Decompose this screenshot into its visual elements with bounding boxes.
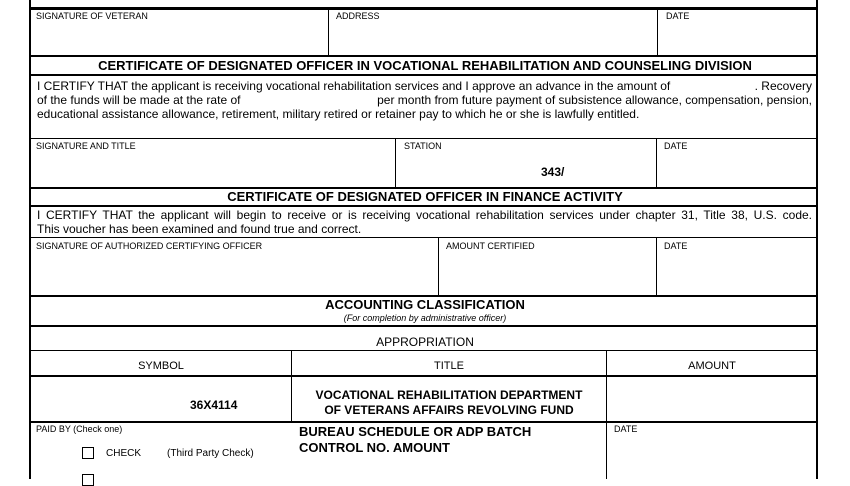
amount-field[interactable] <box>608 378 816 421</box>
vocational-line1-b: . Recovery <box>754 79 812 93</box>
appropriation-label: APPROPRIATION <box>376 335 474 349</box>
divider <box>395 138 396 187</box>
vocational-line3: educational assistance allowance, retirement, military retired or retainer pay to which he or she is lawfully entitled. <box>37 107 640 121</box>
vocational-line1-a: I CERTIFY THAT the applicant is receiving vocational rehabilitation services and I approve an advance in the amount of <box>37 79 671 93</box>
top-rule <box>29 7 818 10</box>
accounting-subheading: (For completion by administrative officer) <box>343 313 507 323</box>
finance-certificate-heading: CERTIFICATE OF DESIGNATED OFFICER IN FINANCE ACTIVITY <box>227 189 623 204</box>
amount-certified-field[interactable] <box>440 252 655 295</box>
second-option-checkbox[interactable] <box>82 474 94 486</box>
rule <box>29 375 818 377</box>
bureau-schedule-label-line2: CONTROL NO. AMOUNT <box>299 440 450 455</box>
rule <box>29 237 818 238</box>
title-column-header: TITLE <box>434 360 464 372</box>
bureau-schedule-field[interactable] <box>292 456 605 479</box>
divider <box>657 8 658 56</box>
bureau-schedule-label-line1: BUREAU SCHEDULE OR ADP BATCH <box>299 424 532 439</box>
vocational-certificate-text <box>37 79 812 121</box>
date-field[interactable] <box>658 252 816 295</box>
station-value[interactable]: 343/ <box>541 165 565 179</box>
divider <box>656 237 657 296</box>
paid-date-label: DATE <box>614 424 638 434</box>
date-field[interactable] <box>659 22 816 54</box>
divider <box>328 8 329 56</box>
check-option-label: CHECK <box>106 448 142 459</box>
signature-and-title-field[interactable] <box>31 152 394 186</box>
station-label: STATION <box>404 141 442 151</box>
address-field[interactable] <box>330 22 656 54</box>
date-label: DATE <box>664 141 688 151</box>
paid-date-field[interactable] <box>608 436 816 479</box>
rule <box>29 421 818 423</box>
rule <box>29 205 818 207</box>
rule <box>29 74 818 76</box>
signature-of-veteran-label: SIGNATURE OF VETERAN <box>36 11 148 21</box>
finance-certificate-text <box>37 208 812 236</box>
check-checkbox[interactable] <box>82 447 94 459</box>
symbol-value: 36X4114 <box>190 398 238 412</box>
paid-by-label: PAID BY (Check one) <box>36 424 123 434</box>
date-label: DATE <box>666 11 690 21</box>
signature-of-veteran-field[interactable] <box>31 22 327 54</box>
divider <box>656 138 657 187</box>
rule <box>29 138 818 139</box>
amount-certified-label: AMOUNT CERTIFIED <box>446 241 535 251</box>
rule <box>29 55 818 57</box>
rule <box>29 325 818 327</box>
finance-line2: This voucher has been examined and found true and correct. <box>37 222 362 236</box>
title-value-line2: OF VETERANS AFFAIRS REVOLVING FUND <box>324 403 574 417</box>
accounting-classification-heading: ACCOUNTING CLASSIFICATION <box>325 297 525 312</box>
vocational-line2-b: per month from future payment of subsistence allowance, compensation, pension, <box>377 93 812 107</box>
address-label: ADDRESS <box>336 11 380 21</box>
amount-column-header: AMOUNT <box>688 360 736 372</box>
signature-and-title-label: SIGNATURE AND TITLE <box>36 141 136 151</box>
third-party-check-note: (Third Party Check) <box>167 448 254 459</box>
finance-line1: I CERTIFY THAT the applicant will begin to receive or is receiving vocational rehabilitation services under chapter 31, Title 38, U.S. code. <box>37 208 812 222</box>
divider <box>438 237 439 296</box>
symbol-column-header: SYMBOL <box>138 360 184 372</box>
date-label: DATE <box>664 241 688 251</box>
rule <box>29 350 818 351</box>
signature-of-authorized-certifying-officer-label: SIGNATURE OF AUTHORIZED CERTIFYING OFFICER <box>36 241 263 251</box>
title-value-line1: VOCATIONAL REHABILITATION DEPARTMENT <box>315 388 583 402</box>
vocational-line2-a: of the funds will be made at the rate of <box>37 93 241 107</box>
vocational-certificate-heading: CERTIFICATE OF DESIGNATED OFFICER IN VOCATIONAL REHABILITATION AND COUNSELING DIVISION <box>98 58 752 73</box>
certifying-officer-signature-field[interactable] <box>31 252 437 295</box>
date-field[interactable] <box>658 152 816 186</box>
